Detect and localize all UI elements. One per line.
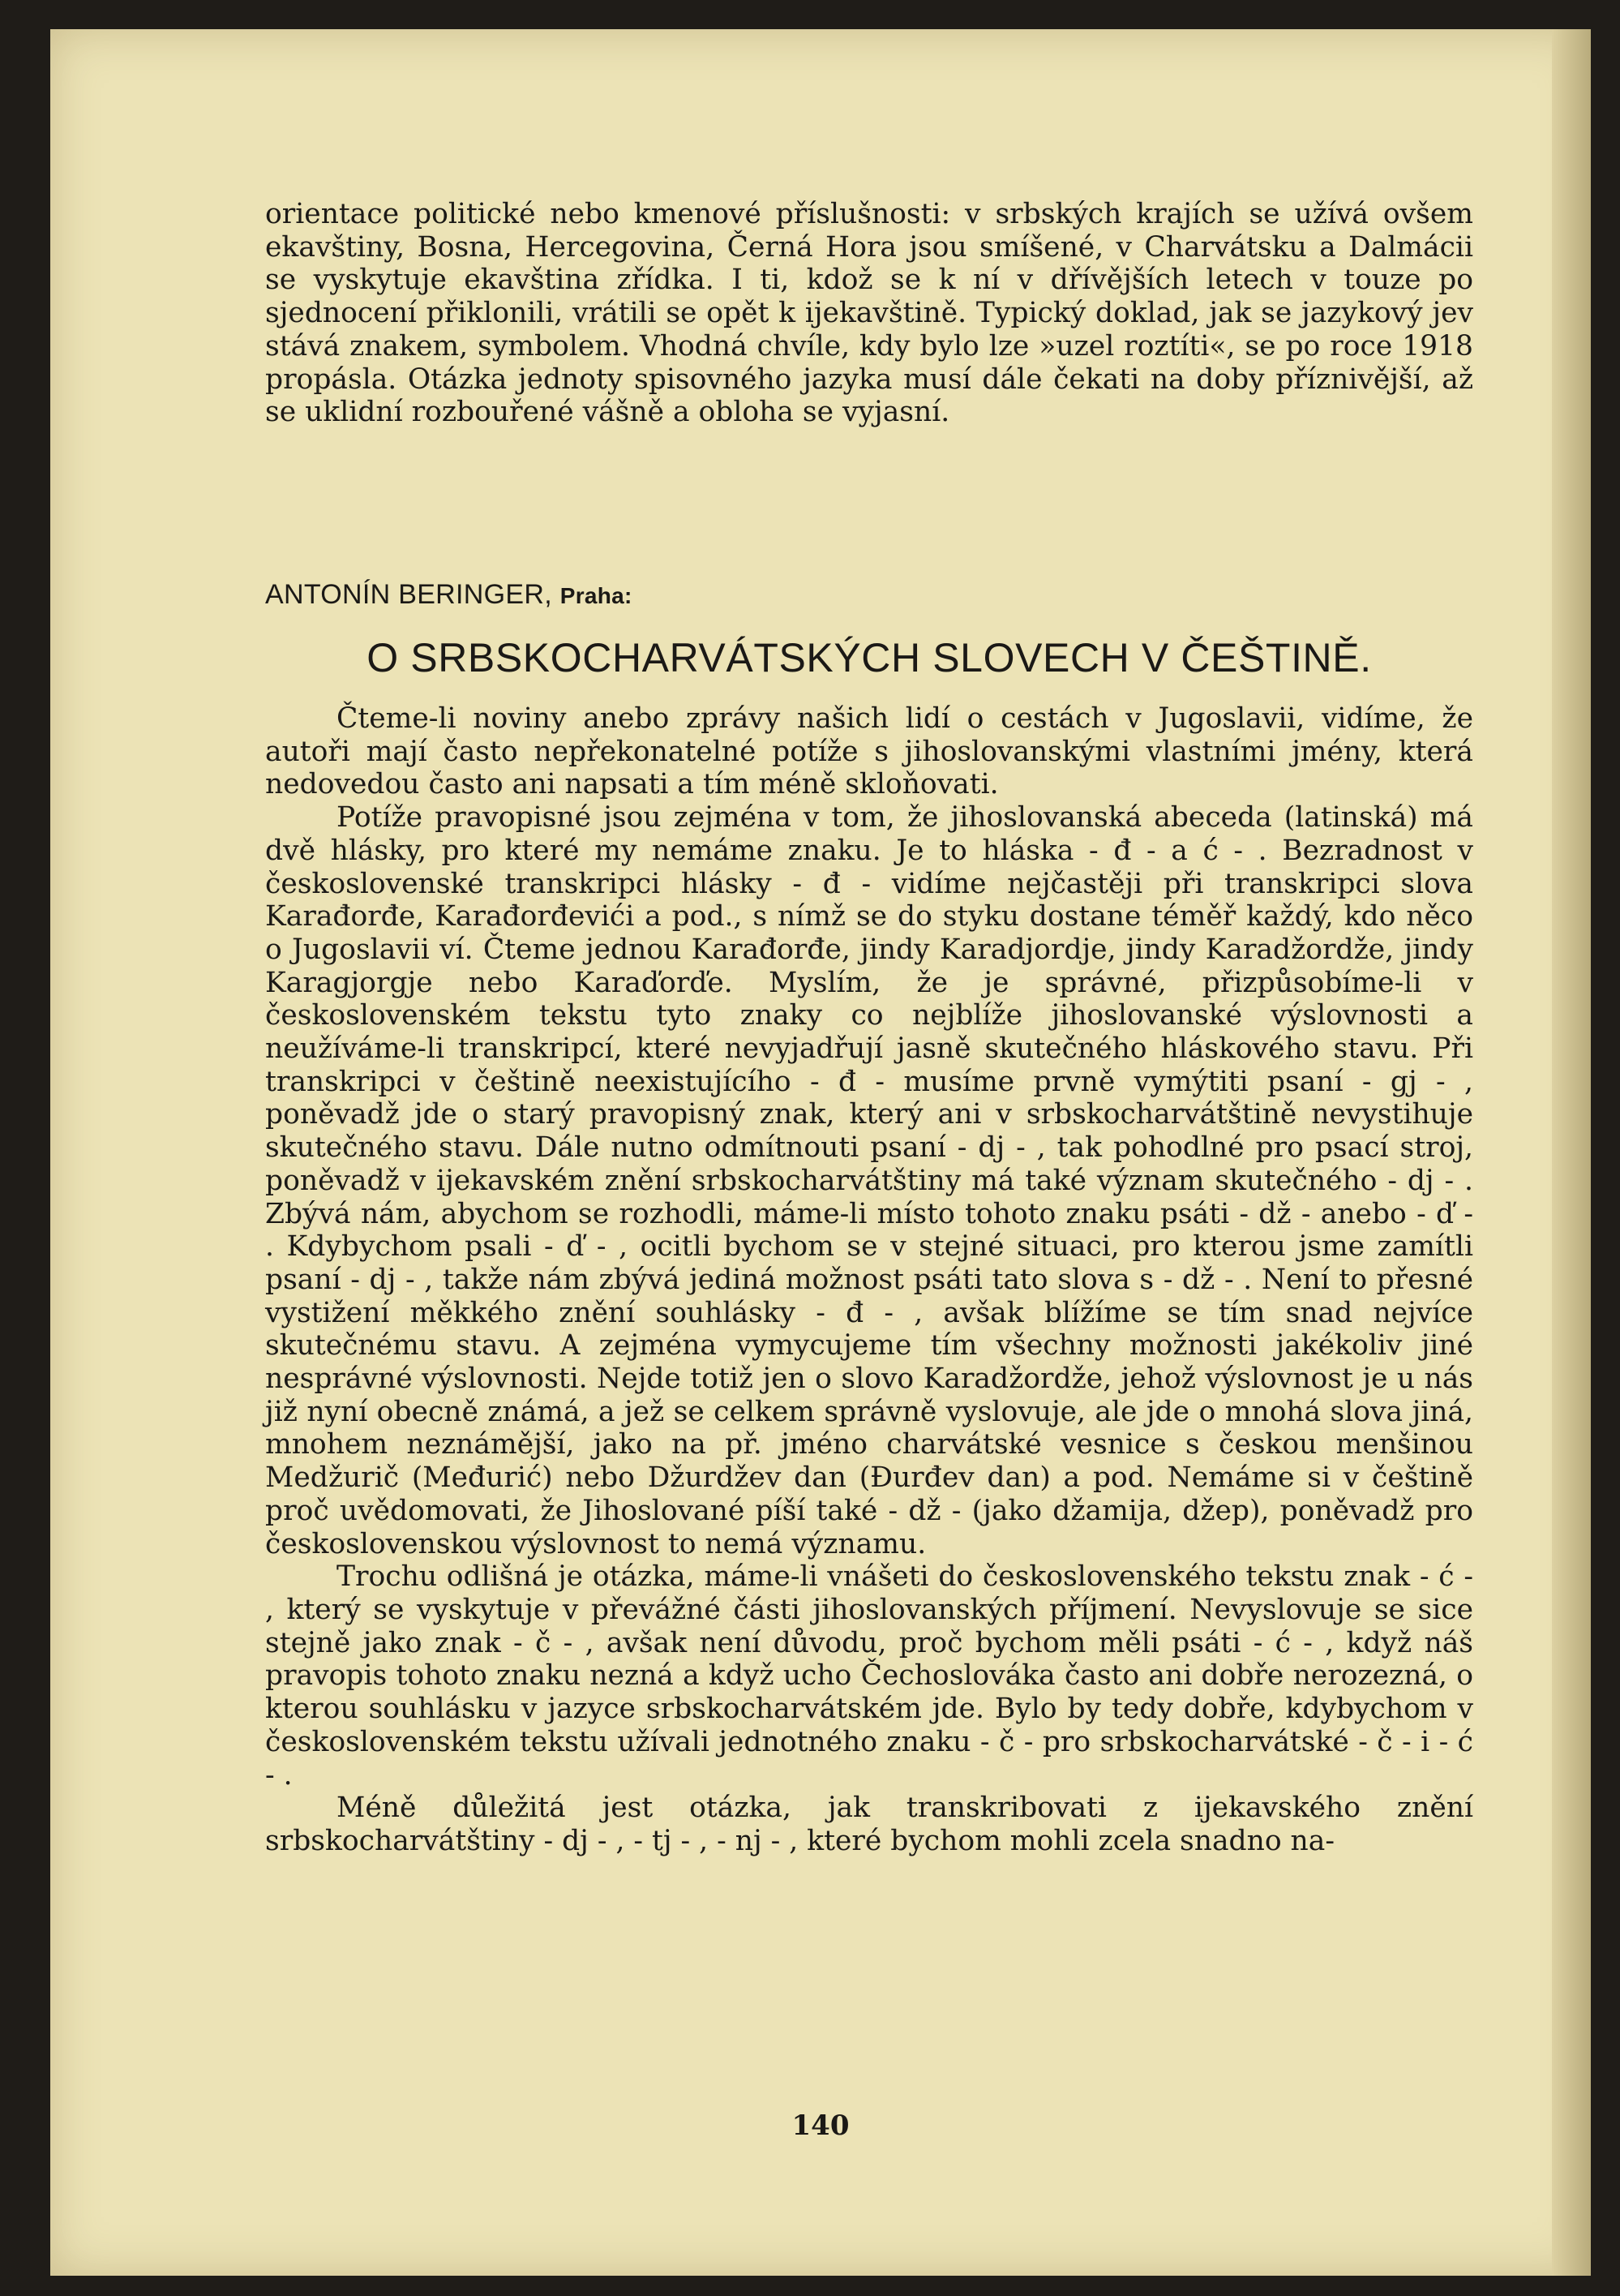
page-number: 140: [791, 2109, 850, 2142]
article-body: [265, 702, 1473, 1858]
body-paragraph: Méně důležitá jest otázka, jak transkribovati z ijekavského znění srbskocharvátštiny - dj - , - tj - , - nj - , které bychom mohli zcela snadno na-: [265, 1792, 1473, 1857]
article-title: O SRBSKOCHARVÁTSKÝCH SLOVECH V ČEŠTINĚ.: [366, 635, 1372, 680]
intro-paragraph: orientace politické nebo kmenové příslušnosti: v srbských krajích se užívá ovšem ekavštiny, Bosna, Hercegovina, Černá Hora jsou smíšené, v Charvátsku a Dalmácii se vyskytuje ekavština zřídka. I ti, kdož se k ní v dřívějších letech v touze po sjednocení přiklonili, vrátili se opět k ijekavštině. Typický doklad, jak se jazykový jev stává znakem, symbolem. Vhodná chvíle, kdy bylo lze »uzel roztíti«, se po roce 1918 propásla. Otázka jednoty spisovného jazyka musí dále čekati na doby příznivější, až se uklidní rozbouřené vášně a obloha se vyjasní.: [265, 198, 1473, 429]
document-page: [50, 29, 1591, 2276]
author-place: Praha:: [559, 583, 632, 608]
page-edge-shadow: [1552, 29, 1591, 2276]
body-paragraph: Čteme-li noviny anebo zprávy našich lidí o cestách v Jugoslavii, vidíme, že autoři mají často nepřekonatelné potíže s jihoslovanskými vlastními jmény, která nedovedou často ani napsati a tím méně skloňovati.: [265, 702, 1473, 801]
author-name: ANTONÍN BERINGER,: [265, 579, 552, 610]
body-paragraph: Trochu odlišná je otázka, máme-li vnášeti do československého tekstu znak - ć - , který se vyskytuje v převážné části jihoslovanských příjmení. Nevyslovuje se sice stejně jako znak - č - , avšak není důvodu, proč bychom měli psáti - ć - , když náš pravopis tohoto znaku nezná a když ucho Čechoslováka často ani dobře nerozezná, o kterou souhlásku v jazyce srbskocharvátském jde. Bylo by tedy dobře, kdybychom v československém tekstu užívali jednotného znaku - č - pro srbskocharvátské - č - i - ć - .: [265, 1560, 1473, 1792]
article-author: [265, 579, 632, 611]
body-paragraph: Potíže pravopisné jsou zejména v tom, že jihoslovanská abeceda (latinská) má dvě hlásky, pro které my nemáme znaku. Je to hláska - đ - a ć - . Bezradnost v československé transkripci hlásky - đ - vidíme nejčastěji při transkripci slova Karađorđe, Karađorđevići a pod., s nímž se do styku dostane téměř každý, kdo něco o Jugoslavii ví. Čteme jednou Karađorđe, jindy Karadjordje, jindy Karadžordže, jindy Karagjorgje nebo Karaďorďe. Myslím, že je správné, přizpůsobíme-li v československém tekstu tyto znaky co nejblíže jihoslovanské výslovnosti a neužíváme-li transkripcí, které nevyjadřují jasně skutečného hláskového stavu. Při transkripci v češtině neexistujícího - đ - musíme prvně vymýtiti psaní - gj - , poněvadž jde o starý pravopisný znak, který ani v srbskocharvátštině nevystihuje skutečného stavu. Dále nutno odmítnouti psaní - dj - , tak pohodlné pro psací stroj, poněvadž v ijekavském znění srbskocharvátštiny má také význam skutečného - dj - . Zbývá nám, abychom se rozhodli, máme-li místo tohoto znaku psáti - dž - anebo - ď - . Kdybychom psali - ď - , ocitli bychom se v stejné situaci, pro kterou jsme zamítli psaní - dj - , takže nám zbývá jediná možnost psáti tato slova s - dž - . Není to přesné vystižení měkkého znění souhlásky - đ - , avšak blížíme se tím snad nejvíce skutečnému stavu. A zejména vymycujeme tím všechny možnosti jakékoliv jiné nesprávné výslovnosti. Nejde totiž jen o slovo Karadžordže, jehož výslovnost je u nás již nyní obecně známá, a jež se celkem správně vyslovuje, ale jde o mnohá slova jiná, mnohem neznámější, jako na př. jméno charvátské vesnice s českou menšinou Medžurič (Međurić) nebo Džurdžev dan (Đurđev dan) a pod. Nemáme si v češtině proč uvědomovati, že Jihoslované píší také - dž - (jako džamija, džep), poněvadž pro československou výslovnost to nemá významu.: [265, 801, 1473, 1560]
